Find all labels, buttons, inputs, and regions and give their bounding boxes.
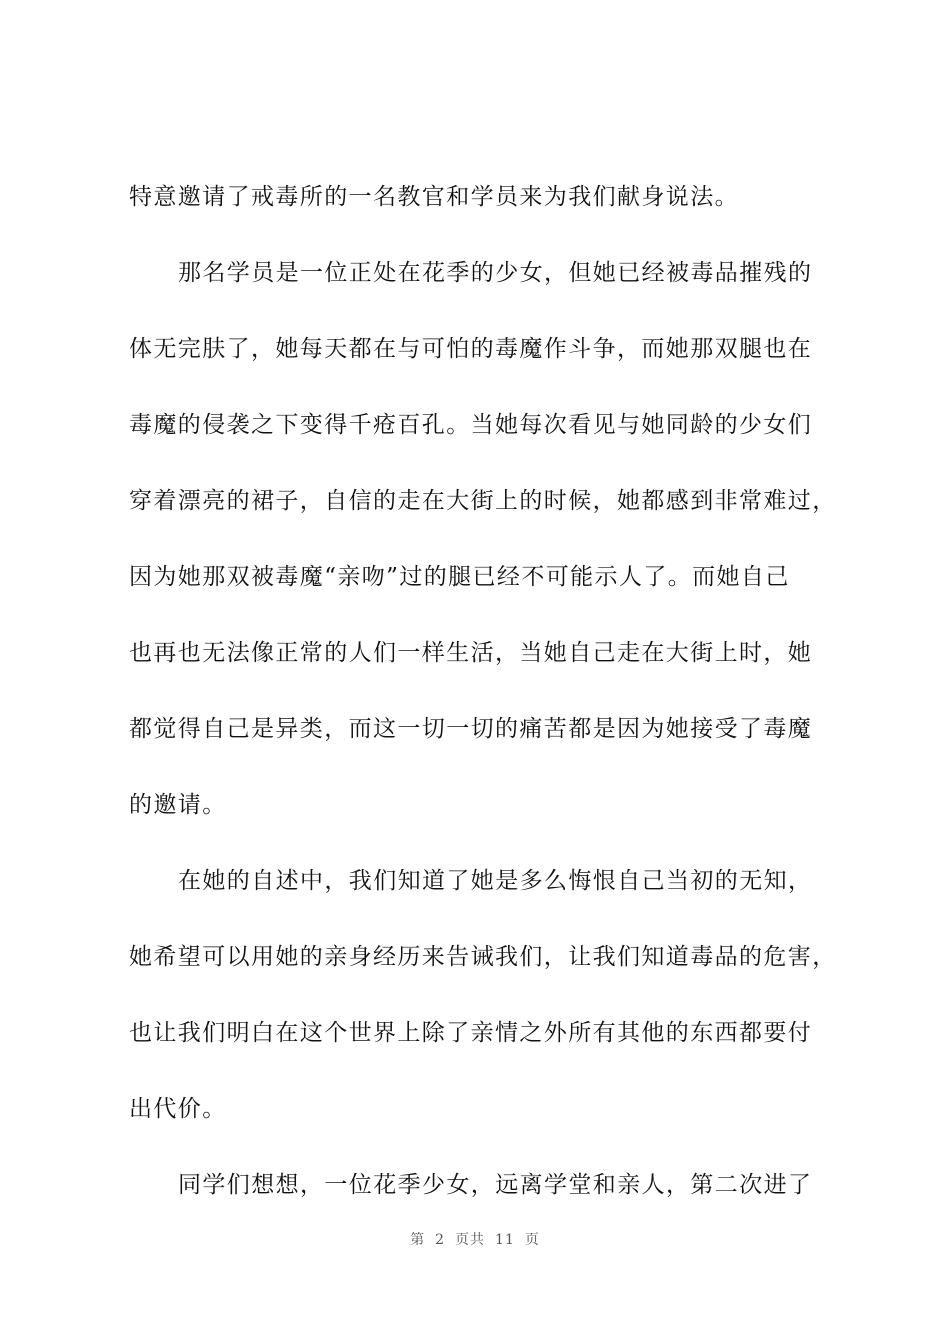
text-line-11: 她希望可以用她的亲身经历来告诫我们，让我们知道毒品的危害， xyxy=(129,944,837,970)
text-line-5: 穿着漂亮的裙子，自信的走在大街上的时候，她都感到非常难过， xyxy=(129,488,837,514)
page-footer xyxy=(0,1229,950,1249)
text-line-13: 出代价。 xyxy=(129,1096,227,1122)
footer-total-pages: 11 xyxy=(495,1232,515,1248)
text-line-1: 特意邀请了戒毒所的一名教官和学员来为我们献身说法。 xyxy=(129,184,739,210)
text-line-9: 的邀请。 xyxy=(129,792,227,818)
text-line-2: 那名学员是一位正处在花季的少女，但她已经被毒品摧残的 xyxy=(178,260,813,286)
text-line-7: 也再也无法像正常的人们一样生活，当她自己走在大街上时，她 xyxy=(129,640,813,666)
text-line-3: 体无完肤了，她每天都在与可怕的毒魔作斗争，而她那双腿也在 xyxy=(129,336,813,362)
footer-suffix: 页 xyxy=(524,1232,540,1248)
footer-page-number: 2 xyxy=(435,1232,446,1248)
footer-prefix: 第 xyxy=(410,1232,426,1248)
text-line-12: 也让我们明白在这个世界上除了亲情之外所有其他的东西都要付 xyxy=(129,1020,813,1046)
text-line-8: 都觉得自己是异类，而这一切一切的痛苦都是因为她接受了毒魔 xyxy=(129,716,813,742)
text-line-4: 毒魔的侵袭之下变得千疮百孔。当她每次看见与她同龄的少女们 xyxy=(129,412,813,438)
text-line-10: 在她的自述中，我们知道了她是多么悔恨自己当初的无知， xyxy=(178,868,813,894)
text-line-14: 同学们想想，一位花季少女，远离学堂和亲人，第二次进了 xyxy=(178,1172,813,1198)
footer-middle: 页共 xyxy=(455,1232,486,1248)
text-line-6: 因为她那双被毒魔“亲吻”过的腿已经不可能示人了。而她自己 xyxy=(129,564,790,590)
